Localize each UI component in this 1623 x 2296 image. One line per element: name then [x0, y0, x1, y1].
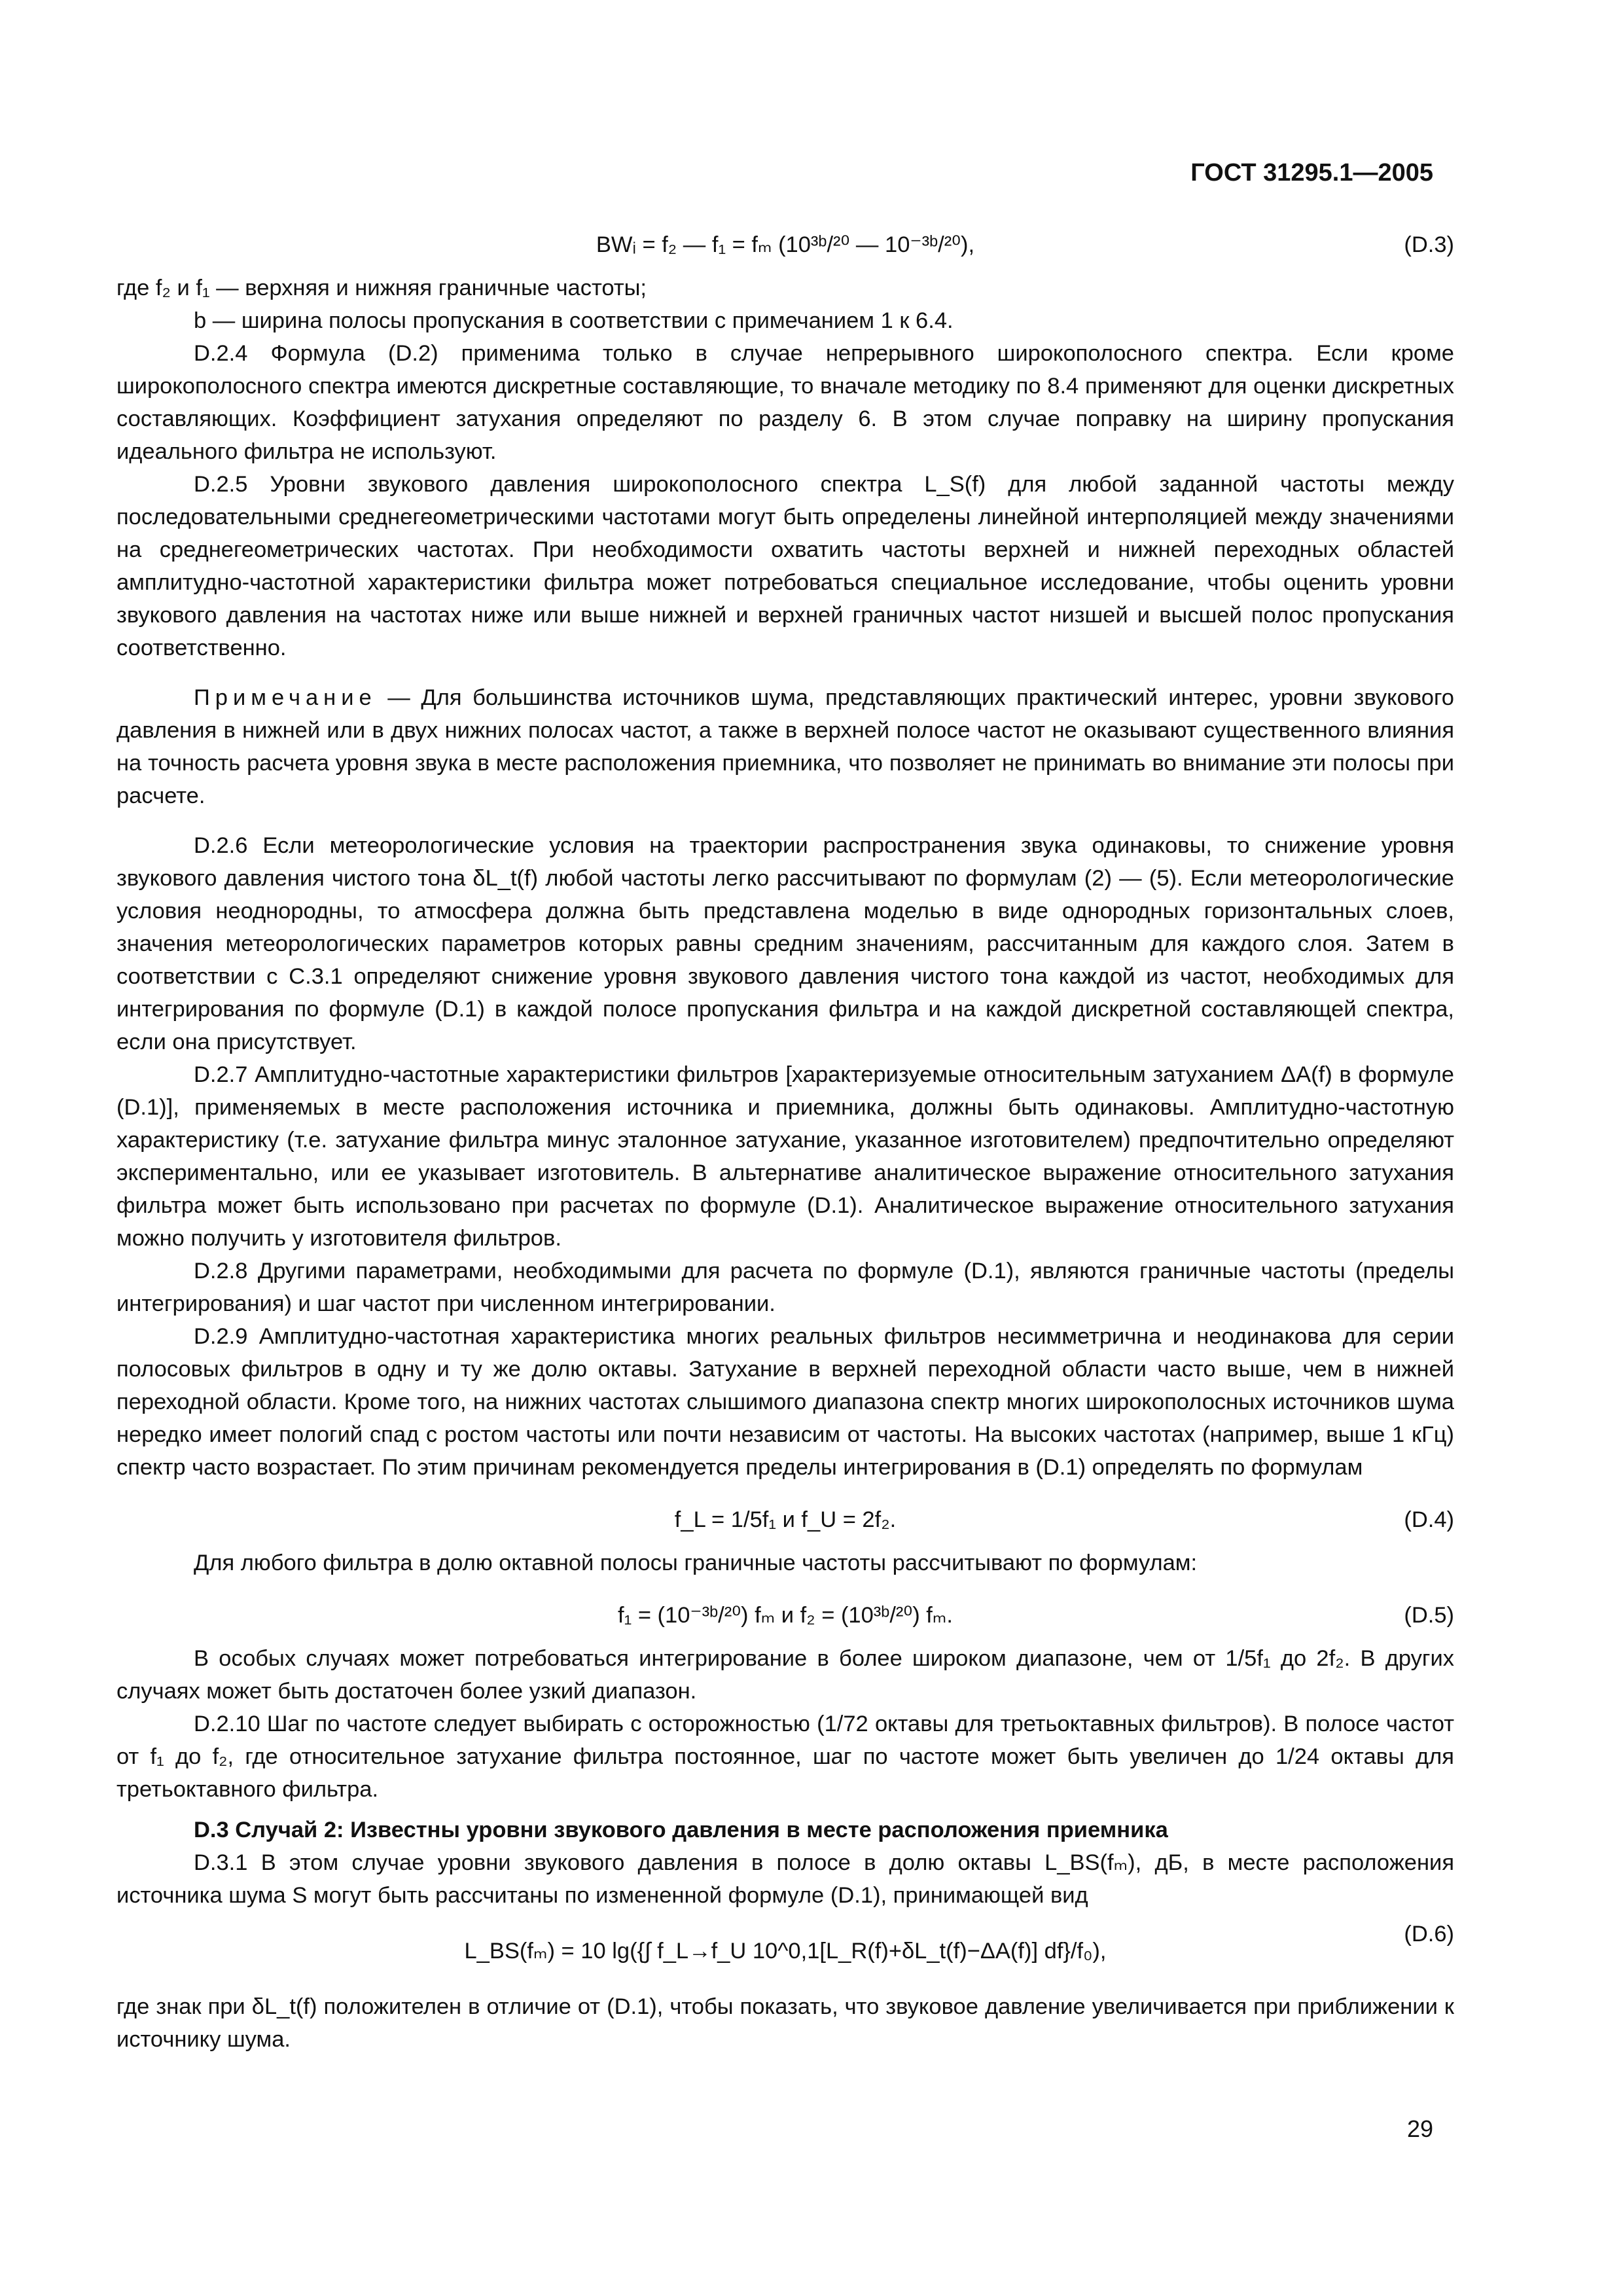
- formula-d6: [116, 1912, 1454, 1990]
- page-number: 29: [1406, 2115, 1433, 2142]
- formula-d5: [116, 1596, 1454, 1634]
- note-label: Примечание: [194, 685, 377, 710]
- formula-d4-expression: f_L = 1/5f₁ и f_U = 2f₂.: [674, 1507, 897, 1532]
- formula-d6-number: (D.6): [1404, 1922, 1454, 1946]
- formula-d3: [116, 226, 1454, 264]
- formula-d5-number: (D.5): [1404, 1603, 1454, 1628]
- special-cases-paragraph: В особых случаях может потребоваться интегрирование в более широком диапазоне, чем от 1/5f₁ до 2f₂. В других случаях может быть достаточен более узкий диапазон.: [116, 1646, 1454, 1704]
- paragraph-d2-10: D.2.10 Шаг по частоте следует выбирать с осторожностью (1/72 октавы для третьоктавных фильтров). В полосе частот от f₁ до f₂, где относительное затухание фильтра постоянное, шаг по частоте может быть увеличен до 1/24 октавы для третьоктавного фильтра.: [116, 1712, 1454, 1802]
- formula-d3-number: (D.3): [1404, 232, 1454, 257]
- where-f-paragraph: где f₂ и f₁ — верхняя и нижняя граничные частоты;: [116, 276, 647, 300]
- paragraph-d3-1: D.3.1 В этом случае уровни звукового давления в полосе в долю октавы L_BS(fₘ), дБ, в месте расположения источника шума S могут быть рассчитаны по измененной формуле (D.1), принимающей вид: [116, 1850, 1454, 1908]
- formula-d4: [116, 1501, 1454, 1539]
- section-heading-d3: D.3 Случай 2: Известны уровни звукового давления в месте расположения приемника: [194, 1818, 1168, 1842]
- document-body: [116, 226, 1454, 2056]
- paragraph-d2-7: D.2.7 Амплитудно-частотные характеристики фильтров [характеризуемые относительным затуханием ΔA(f) в формуле (D.1)], применяемых в месте расположения источника и приемника, должны быть одинаковы. Амплитудно-частотную характеристику (т.е. затухание фильтра минус эталонное затухание, указанное изготовителем) предпочтительно определяют экспериментально, или ее указывает изготовитель. В альтернативе аналитическое выражение относительного затухания фильтра может быть использовано при расчетах по формуле (D.1). Аналитическое выражение относительного затухания можно получить у изготовителя фильтров.: [116, 1062, 1454, 1251]
- note-text: — Для большинства источников шума, представляющих практический интерес, уровни звукового давления в нижней или в двух нижних полосах частот, а также в верхней полосе частот не оказывают существенного влияния на точность расчета уровня звука в месте расположения приемника, что позволяет не принимать во внимание эти полосы при расчете.: [116, 685, 1454, 808]
- paragraph-d2-5: D.2.5 Уровни звукового давления широкополосного спектра L_S(f) для любой заданной частоты между последовательными среднегеометрическими частотами могут быть определены линейной интерполяцией между значениями на среднегеометрических частотах. При необходимости охватить частоты верхней и нижней переходных областей амплитудно-частотной характеристики фильтра может потребоваться специальное исследование, чтобы оценить уровни звукового давления на частотах ниже или выше нижней и верхней граничных частот низшей и высшей полос пропускания соответственно.: [116, 472, 1454, 660]
- formula-d3-expression: BWᵢ = f₂ — f₁ = fₘ (10³ᵇ/²⁰ — 10⁻³ᵇ/²⁰),: [596, 232, 975, 257]
- paragraph-d2-9: D.2.9 Амплитудно-частотная характеристика многих реальных фильтров несимметрична и неодинакова для серии полосовых фильтров в одну и ту же долю октавы. Затухание в верхней переходной области часто выше, чем в нижней переходной области. Кроме того, на нижних частотах слышимого диапазона спектр многих широкополосных источников шума нередко имеет пологий спад с ростом частоты или почти независим от частоты. На высоких частотах (например, выше 1 кГц) спектр часто возрастает. По этим причинам рекомендуется пределы интегрирования в (D.1) определять по формулам: [116, 1324, 1454, 1480]
- sign-paragraph: где знак при δL_t(f) положителен в отличие от (D.1), чтобы показать, что звуковое давление увеличивается при приближении к источнику шума.: [116, 1994, 1454, 2052]
- any-filter-paragraph: Для любого фильтра в долю октавной полосы граничные частоты рассчитывают по формулам:: [194, 1551, 1198, 1575]
- formula-d5-expression: f₁ = (10⁻³ᵇ/²⁰) fₘ и f₂ = (10³ᵇ/²⁰) fₘ.: [618, 1603, 953, 1628]
- paragraph-d2-6: D.2.6 Если метеорологические условия на траектории распространения звука одинаковы, то снижение уровня звукового давления чистого тона δL_t(f) любой частоты легко рассчитывают по формулам (2) — (5). Если метеорологические условия неоднородны, то атмосфера должна быть представлена моделью в виде однородных горизонтальных слоев, значения метеорологических параметров которых равны средним значениям, рассчитанным для каждого слоя. Затем в соответствии с С.3.1 определяют снижение уровня звукового давления чистого тона каждой из частот, необходимых для интегрирования по формуле (D.1) в каждой полосе пропускания фильтра и на каждой дискретной составляющей спектра, если она присутствует.: [116, 833, 1454, 1054]
- paragraph-d2-4: D.2.4 Формула (D.2) применима только в случае непрерывного широкополосного спектра. Если кроме широкополосного спектра имеются дискретные составляющие, то вначале методику по 8.4 применяют для оценки дискретных составляющих. Коэффициент затухания определяют по разделу 6. В этом случае поправку на ширину пропускания идеального фильтра не используют.: [116, 341, 1454, 464]
- where-b-paragraph: b — ширина полосы пропускания в соответствии с примечанием 1 к 6.4.: [194, 308, 954, 333]
- paragraph-d2-8: D.2.8 Другими параметрами, необходимыми для расчета по формуле (D.1), являются граничные частоты (пределы интегрирования) и шаг частот при численном интегрировании.: [116, 1259, 1454, 1316]
- formula-d6-expression: L_BS(fₘ) = 10 lg({∫ f_L→f_U 10^0,1[L_R(f)+δL_t(f)−ΔA(f)] df}/f₀),: [464, 1939, 1107, 1964]
- standard-header: ГОСТ 31295.1—2005: [1190, 159, 1433, 187]
- note-paragraph: [116, 681, 1454, 812]
- formula-d4-number: (D.4): [1404, 1507, 1454, 1532]
